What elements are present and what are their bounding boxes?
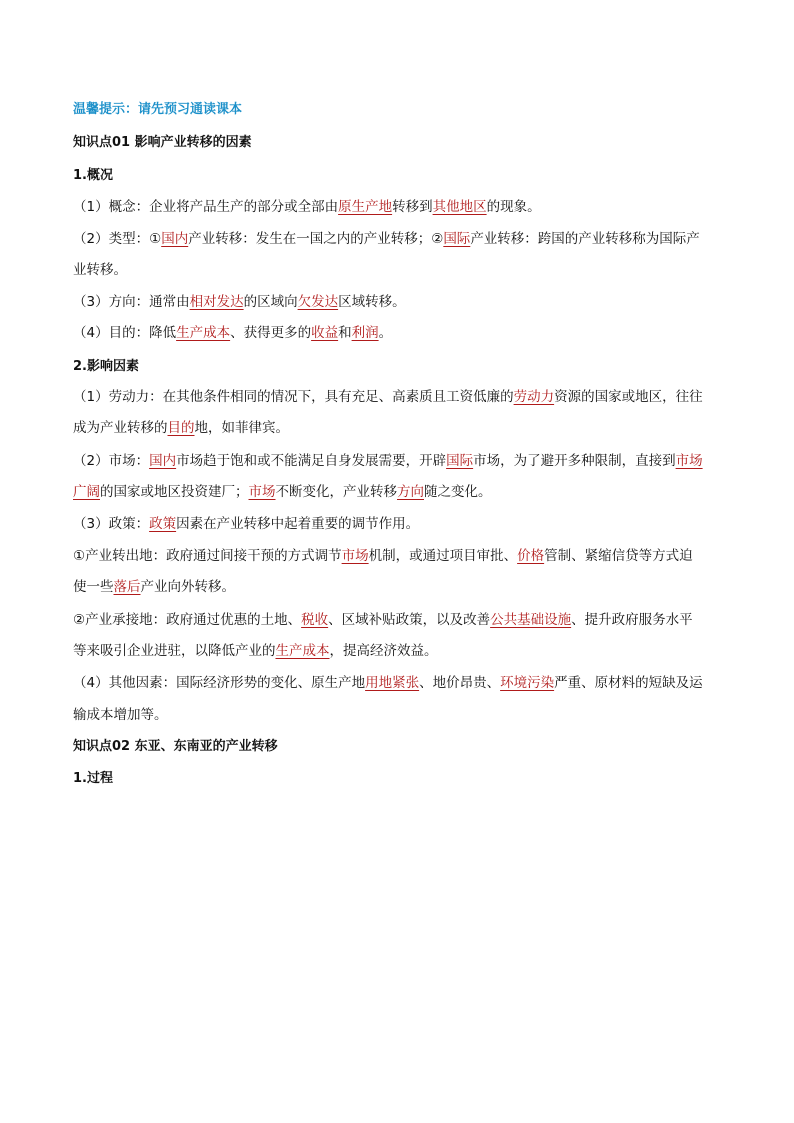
text: ，提高经济效益。 <box>329 643 438 659</box>
text: 、提升政府服务水平 <box>571 612 693 628</box>
types-line <box>73 229 700 249</box>
keyword: 税收 <box>301 612 329 628</box>
concept-line <box>73 197 541 217</box>
text: 、获得更多的 <box>230 325 312 341</box>
keyword: 收益 <box>311 325 339 341</box>
purpose-line <box>73 323 392 343</box>
keyword: 欠发达 <box>297 294 339 310</box>
text: 严重、原材料的短缺及运 <box>554 675 703 691</box>
text: 的现象。 <box>486 199 541 215</box>
policy-line <box>73 514 419 534</box>
text: ②产业承接地：政府通过优惠的土地、 <box>73 612 302 628</box>
text: 等来吸引企业进驻，以降低产业的 <box>73 643 276 659</box>
keyword: 劳动力 <box>513 389 555 405</box>
text: 转移到 <box>392 199 433 215</box>
text: 机制，或通过项目审批、 <box>368 548 518 564</box>
keyword: 目的 <box>167 420 195 436</box>
keyword: 利润 <box>351 325 379 341</box>
transfer-out-line-continued <box>73 577 235 597</box>
text: 市场，为了避开多种限制，直接到 <box>473 453 676 469</box>
text: 资源的国家或地区，往往 <box>554 389 703 405</box>
section-factors-title: 2.影响因素 <box>73 359 139 374</box>
keyword: 方向 <box>397 484 424 500</box>
keyword: 国际 <box>446 453 474 469</box>
section-process-title: 1.过程 <box>73 771 113 786</box>
types-line-continued: 业转移。 <box>73 262 127 278</box>
text: （2）类型：① <box>73 231 162 247</box>
knowledge-point-2-title: 知识点02 东亚、东南亚的产业转移 <box>73 739 278 754</box>
market-line-continued <box>73 482 492 502</box>
keyword: 国内 <box>161 231 189 247</box>
text: （3）方向：通常由 <box>73 294 190 310</box>
text: 产业转移：跨国的产业转移称为国际产 <box>470 231 700 247</box>
text: （4）其他因素：国际经济形势的变化、原生产地 <box>73 675 366 691</box>
text: 的区域向 <box>243 294 298 310</box>
labor-line-continued <box>73 418 289 438</box>
keyword: 生产成本 <box>275 643 330 659</box>
transfer-in-line-continued <box>73 641 438 661</box>
text: 成为产业转移的 <box>73 420 168 436</box>
keyword: 用地紧张 <box>365 675 420 691</box>
text: 和 <box>338 325 352 341</box>
section-overview-title: 1.概况 <box>73 168 113 183</box>
transfer-out-line <box>73 546 693 566</box>
text: 因素在产业转移中起着重要的调节作用。 <box>176 516 420 532</box>
keyword: 环境污染 <box>500 675 555 691</box>
keyword: 市场 <box>248 484 276 500</box>
keyword: 其他地区 <box>432 199 487 215</box>
keyword: 市场 <box>675 453 703 469</box>
text: ①产业转出地：政府通过间接干预的方式调节 <box>73 548 342 564</box>
knowledge-point-1-title: 知识点01 影响产业转移的因素 <box>73 135 252 150</box>
text: （1）劳动力：在其他条件相同的情况下，具有充足、高素质且工资低廉的 <box>73 389 514 405</box>
text: 管制、紧缩信贷等方式迫 <box>544 548 693 564</box>
keyword: 落后 <box>113 579 141 595</box>
labor-line <box>73 387 703 407</box>
keyword: 价格 <box>517 548 545 564</box>
text: （3）政策： <box>73 516 150 532</box>
text: 。 <box>378 325 393 341</box>
keyword: 相对发达 <box>189 294 244 310</box>
text: 市场趋于饱和或不能满足自身发展需要，开辟 <box>176 453 447 469</box>
keyword: 公共基础设施 <box>490 612 572 628</box>
direction-line <box>73 292 406 312</box>
keyword: 市场 <box>341 548 369 564</box>
text: 使一些 <box>73 579 114 595</box>
keyword: 政策 <box>149 516 177 532</box>
keyword: 广阔 <box>73 484 100 500</box>
text: （2）市场： <box>73 453 150 469</box>
text: 产业转移：发生在一国之内的产业转移；② <box>188 231 444 247</box>
reading-tip: 温馨提示：请先预习通读课本 <box>73 102 243 117</box>
transfer-in-line <box>73 610 693 630</box>
text: 、地价昂贵、 <box>419 675 501 691</box>
text: 、区域补贴政策，以及改善 <box>328 612 491 628</box>
text: （4）目的：降低 <box>73 325 177 341</box>
other-factors-line-continued: 输成本增加等。 <box>73 707 168 723</box>
text: 区域转移。 <box>338 294 406 310</box>
keyword: 原生产地 <box>338 199 393 215</box>
other-factors-line <box>73 673 703 693</box>
text: 随之变化。 <box>424 484 492 500</box>
keyword: 国际 <box>443 231 471 247</box>
keyword: 生产成本 <box>176 325 231 341</box>
keyword: 国内 <box>149 453 177 469</box>
text: 地，如菲律宾。 <box>194 420 289 436</box>
text: 产业向外转移。 <box>140 579 235 595</box>
text: 的国家或地区投资建厂； <box>100 484 249 500</box>
market-line <box>73 451 703 471</box>
text: 不断变化，产业转移 <box>275 484 397 500</box>
text: （1）概念：企业将产品生产的部分或全部由 <box>73 199 339 215</box>
